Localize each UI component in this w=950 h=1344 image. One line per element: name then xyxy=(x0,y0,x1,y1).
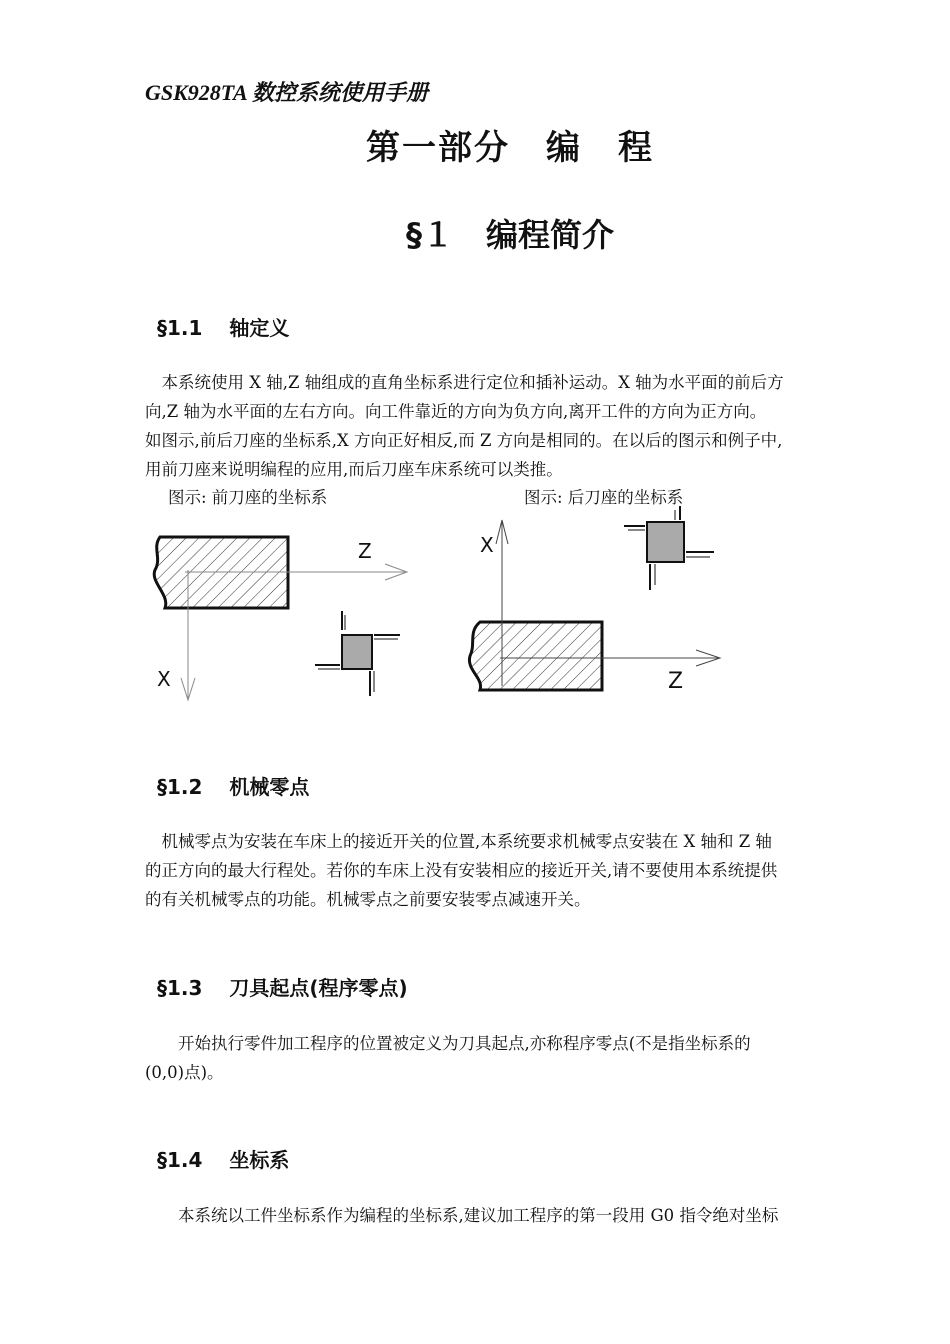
manual-header-title: GSK928TA 数控系统使用手册 xyxy=(145,80,428,105)
front-tool-post-caption: 图示: 前刀座的坐标系 xyxy=(168,488,328,507)
section-body-machine-zero xyxy=(145,827,880,914)
paragraph-line: 本系统使用 X 轴,Z 轴组成的直角坐标系进行定位和插补运动。X 轴为水平面的前后方 xyxy=(145,373,784,392)
front-tool-post-diagram xyxy=(140,520,430,710)
rear-tool-post-diagram xyxy=(460,500,740,710)
section-heading-machine-zero: §1.2 机械零点 xyxy=(157,775,310,799)
section-body-coordinate-system xyxy=(145,1201,880,1230)
paragraph-line: 开始执行零件加工程序的位置被定义为刀具起点,亦称程序零点(不是指坐标系的 xyxy=(145,1034,751,1053)
rear-tool-post-caption: 图示: 后刀座的坐标系 xyxy=(524,488,684,507)
section-heading-coordinate-system: §1.4 坐标系 xyxy=(157,1148,290,1172)
section-body-tool-start xyxy=(145,1029,880,1087)
tool-holder-icon xyxy=(624,506,714,590)
chapter-title: §１ 编程简介 xyxy=(405,216,614,254)
paragraph-line: 向,Z 轴为水平面的左右方向。向工件靠近的方向为负方向,离开工件的方向为正方向。 xyxy=(145,402,767,421)
paragraph-line: 的有关机械零点的功能。机械零点之前要安装零点减速开关。 xyxy=(145,890,591,909)
section-heading-tool-start: §1.3 刀具起点(程序零点) xyxy=(157,976,408,1000)
paragraph-line: 如图示,前后刀座的坐标系,X 方向正好相反,而 Z 方向是相同的。在以后的图示和例子中, xyxy=(145,431,783,450)
workpiece xyxy=(469,622,602,690)
x-axis-label: X xyxy=(480,533,494,557)
z-axis-label: Z xyxy=(358,539,372,563)
part-title: 第一部分 编 程 xyxy=(366,128,654,168)
paragraph-line: 本系统以工件坐标系作为编程的坐标系,建议加工程序的第一段用 G0 指令绝对坐标 xyxy=(145,1206,779,1225)
paragraph-line: (0,0)点)。 xyxy=(145,1063,224,1082)
tool-holder-icon xyxy=(315,611,400,696)
paragraph-line: 的正方向的最大行程处。若你的车床上没有安装相应的接近开关,请不要使用本系统提供 xyxy=(145,861,778,880)
z-axis-label: Z xyxy=(668,669,684,694)
paragraph-line: 机械零点为安装在车床上的接近开关的位置,本系统要求机械零点安装在 X 轴和 Z 轴 xyxy=(145,832,772,851)
x-axis-label: X xyxy=(157,667,171,691)
section-body-axis-definition xyxy=(145,368,880,484)
section-heading-axis-definition: §1.1 轴定义 xyxy=(157,316,290,340)
paragraph-line: 用前刀座来说明编程的应用,而后刀座车床系统可以类推。 xyxy=(145,460,563,479)
